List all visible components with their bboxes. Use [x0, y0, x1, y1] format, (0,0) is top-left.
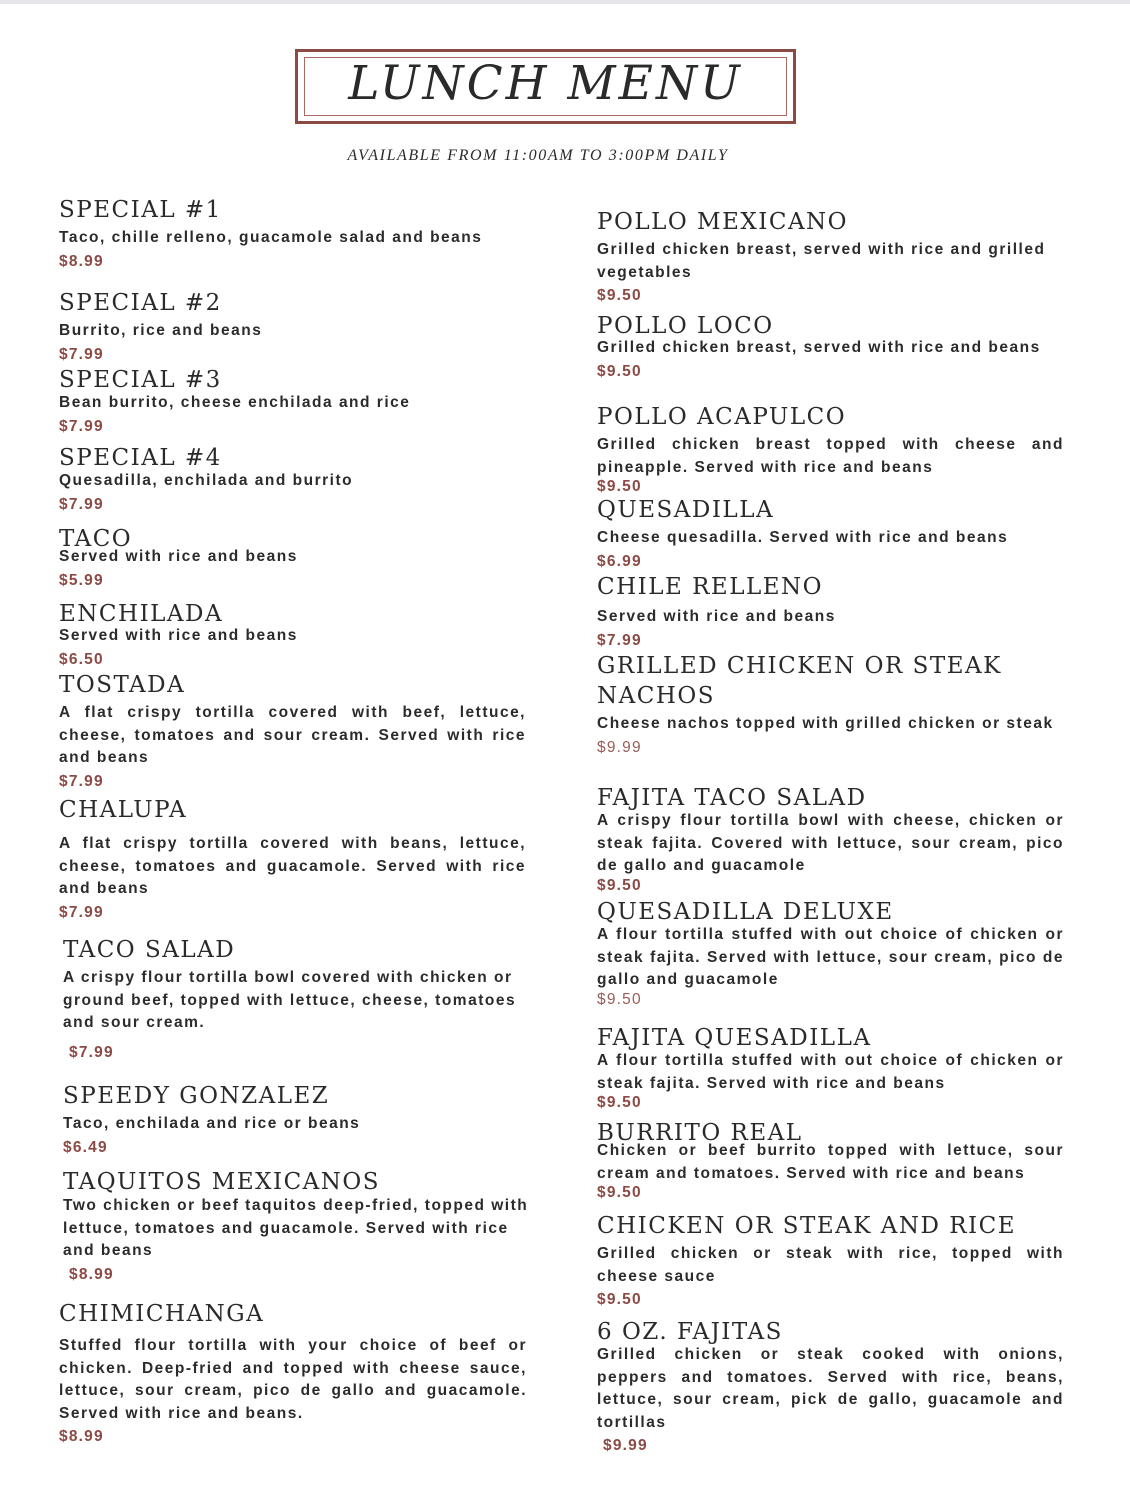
- item-name: TOSTADA: [59, 672, 186, 698]
- item-name: QUESADILLA DELUXE: [597, 899, 894, 925]
- item-price: $9.50: [597, 478, 642, 495]
- menu-item: [597, 651, 1064, 758]
- item-price: $6.49: [63, 1138, 108, 1156]
- item-description: A flat crispy tortilla covered with beans, lettuce, cheese, tomatoes and guacamole. Served with rice and beans: [59, 835, 526, 897]
- item-name: TAQUITOS MEXICANOS: [63, 1169, 381, 1195]
- item-description: A flat crispy tortilla covered with beef, lettuce, cheese, tomatoes and sour cream. Served with rice and beans: [59, 704, 526, 766]
- menu-item: [597, 573, 1064, 651]
- item-description: A flour tortilla stuffed with out choice of chicken or steak fajita. Served with rice and beans: [597, 1052, 1064, 1092]
- item-price: $7.99: [69, 1043, 114, 1061]
- item-description: Served with rice and beans: [597, 608, 836, 625]
- item-description: A crispy flour tortilla bowl covered with chicken or ground beef, topped with lettuce, cheese, tomatoes and sour cream.: [63, 969, 517, 1031]
- item-name: POLLO LOCO: [597, 313, 774, 339]
- item-price: $9.50: [597, 1184, 642, 1201]
- item-price: $9.99: [603, 1437, 648, 1454]
- item-name: SPECIAL #3: [59, 367, 222, 393]
- menu-item: [59, 525, 529, 591]
- menu-item: [597, 1119, 1064, 1203]
- page-title: LUNCH MENU: [348, 56, 743, 111]
- menu-item: [597, 403, 1064, 497]
- item-price: $7.99: [597, 631, 642, 649]
- menu-item: [59, 796, 526, 923]
- title-frame: [295, 49, 796, 124]
- item-price: $8.99: [59, 252, 104, 270]
- menu-item: [59, 671, 526, 792]
- item-price: $9.99: [597, 738, 642, 756]
- item-description: Bean burrito, cheese enchilada and rice: [59, 394, 411, 411]
- menu-item: [597, 898, 1064, 1010]
- item-name: POLLO MEXICANO: [597, 209, 849, 235]
- item-description: Burrito, rice and beans: [59, 322, 263, 339]
- item-name: SPECIAL #2: [59, 290, 222, 316]
- item-name: SPECIAL #1: [59, 197, 222, 223]
- item-name: BURRITO REAL: [597, 1120, 803, 1146]
- item-price: $6.99: [597, 552, 642, 570]
- item-name: CHALUPA: [59, 797, 188, 823]
- item-description: Quesadilla, enchilada and burrito: [59, 472, 354, 489]
- item-description: Served with rice and beans: [59, 548, 298, 565]
- menu-item: [59, 366, 529, 437]
- item-name: QUESADILLA: [597, 497, 775, 523]
- item-description: Served with rice and beans: [59, 627, 298, 644]
- menu-item: [59, 600, 529, 670]
- top-edge: [0, 0, 1130, 4]
- menu-item: [63, 1168, 531, 1285]
- item-name: CHIMICHANGA: [59, 1301, 265, 1327]
- item-description: Chicken or beef burrito topped with lettuce, sour cream and tomatoes. Served with rice and beans: [597, 1142, 1064, 1182]
- menu-item: [597, 784, 1064, 896]
- item-description: Taco, chille relleno, guacamole salad and beans: [59, 229, 483, 246]
- item-price: $9.50: [597, 876, 642, 894]
- item-price: $9.50: [597, 1291, 642, 1308]
- item-name: FAJITA TACO SALAD: [597, 785, 867, 811]
- item-price: $8.99: [69, 1265, 114, 1283]
- item-price: $6.50: [59, 650, 104, 668]
- item-description: A crispy flour tortilla bowl with cheese, chicken or steak fajita. Covered with lettuce, sour cream, pico de gallo and guacamole: [597, 812, 1064, 874]
- menu-item: [597, 1212, 1064, 1310]
- item-name: SPEEDY GONZALEZ: [63, 1083, 330, 1109]
- item-name: FAJITA QUESADILLA: [597, 1025, 872, 1051]
- item-price: $7.99: [59, 417, 104, 435]
- item-name: CHILE RELLENO: [597, 574, 824, 600]
- item-description: Cheese quesadilla. Served with rice and beans: [597, 529, 1009, 546]
- item-price: $8.99: [59, 1428, 104, 1445]
- item-name: TACO: [59, 526, 133, 552]
- item-name: 6 OZ. FAJITAS: [597, 1319, 783, 1345]
- item-description: Grilled chicken or steak with rice, topped with cheese sauce: [597, 1245, 1064, 1285]
- menu-item: [63, 936, 531, 1063]
- item-price: $9.50: [597, 990, 642, 1008]
- item-price: $7.99: [59, 772, 104, 790]
- menu-item: [59, 444, 529, 515]
- menu-item: [597, 1024, 1064, 1113]
- item-price: $9.50: [597, 362, 642, 380]
- item-description: Grilled chicken breast topped with cheese and pineapple. Served with rice and beans: [597, 436, 1064, 476]
- item-price: $7.99: [59, 495, 104, 513]
- item-description: Grilled chicken or steak cooked with onions, peppers and tomatoes. Served with rice, beans, lettuce, sour cream, pick de gallo, guacamole and tortillas: [597, 1346, 1064, 1431]
- item-description: Taco, enchilada and rice or beans: [63, 1115, 361, 1132]
- item-description: Grilled chicken breast, served with rice and grilled vegetables: [597, 241, 1046, 281]
- item-price: $7.99: [59, 345, 104, 363]
- item-name: SPECIAL #4: [59, 445, 222, 471]
- item-description: A flour tortilla stuffed with out choice of chicken or steak fajita. Served with lettuce, sour cream, pico de gallo and guacamole: [597, 926, 1064, 988]
- menu-item: [597, 312, 1064, 382]
- item-name: CHICKEN OR STEAK AND RICE: [597, 1213, 1016, 1239]
- item-price: $5.99: [59, 571, 104, 589]
- menu-item: [597, 1318, 1064, 1456]
- item-name: GRILLED CHICKEN OR STEAK NACHOS: [597, 653, 1002, 709]
- item-name: POLLO ACAPULCO: [597, 404, 847, 430]
- item-price: $7.99: [59, 903, 104, 921]
- item-price: $9.50: [597, 1094, 642, 1111]
- availability-subtitle: AVAILABLE FROM 11:00AM TO 3:00PM DAILY: [347, 147, 729, 164]
- item-description: Stuffed flour tortilla with your choice of beef or chicken. Deep-fried and topped with cheese sauce, lettuce, sour cream, pico de gallo and guacamole. Served with rice and beans.: [59, 1337, 527, 1422]
- menu-item: [63, 1082, 531, 1158]
- menu-item: [59, 196, 529, 272]
- item-description: Grilled chicken breast, served with rice and beans: [597, 339, 1041, 356]
- item-description: Two chicken or beef taquitos deep-fried, topped with lettuce, tomatoes and guacamole. Served with rice and beans: [63, 1197, 529, 1259]
- menu-item: [597, 496, 1064, 572]
- item-name: ENCHILADA: [59, 601, 224, 627]
- menu-item: [59, 1300, 527, 1447]
- item-price: $9.50: [597, 287, 642, 304]
- item-name: TACO SALAD: [63, 937, 236, 963]
- menu-item: [59, 289, 529, 365]
- item-description: Cheese nachos topped with grilled chicken or steak: [597, 715, 1054, 732]
- menu-item: [597, 208, 1064, 306]
